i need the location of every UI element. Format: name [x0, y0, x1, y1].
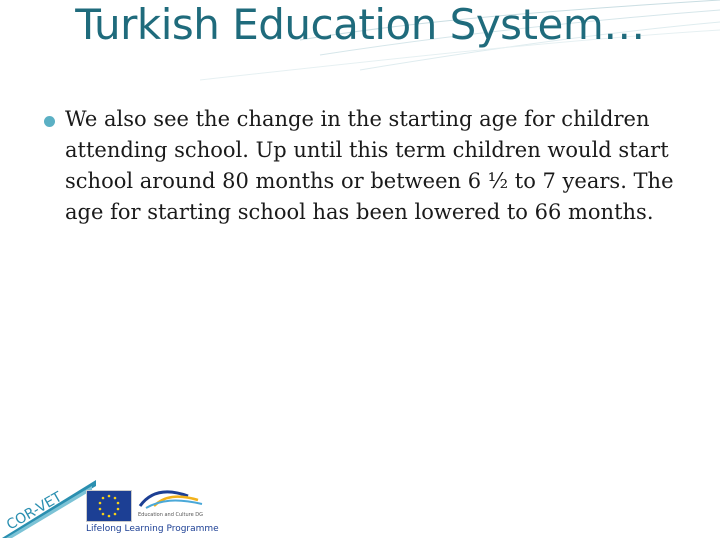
- corvet-text: COR-VET: [4, 489, 65, 534]
- llp-label: Lifelong Learning Programme: [86, 524, 219, 534]
- eu-flag-icon: [86, 490, 132, 522]
- slide-title: Turkish Education System…: [75, 0, 645, 49]
- bullet-item: [44, 104, 694, 228]
- llp-logo-icon: [136, 486, 206, 510]
- corvet-logo: [0, 460, 100, 540]
- bullet-list: [44, 104, 694, 228]
- llp-caption: Education and Culture DG: [138, 512, 203, 518]
- bullet-icon: [44, 116, 55, 127]
- bullet-text: We also see the change in the starting age for children attending school. Up until this term children would start school around 80 months or between 6 ½ to 7 years. The age for starting school has been lowered to 66 months.: [65, 107, 674, 224]
